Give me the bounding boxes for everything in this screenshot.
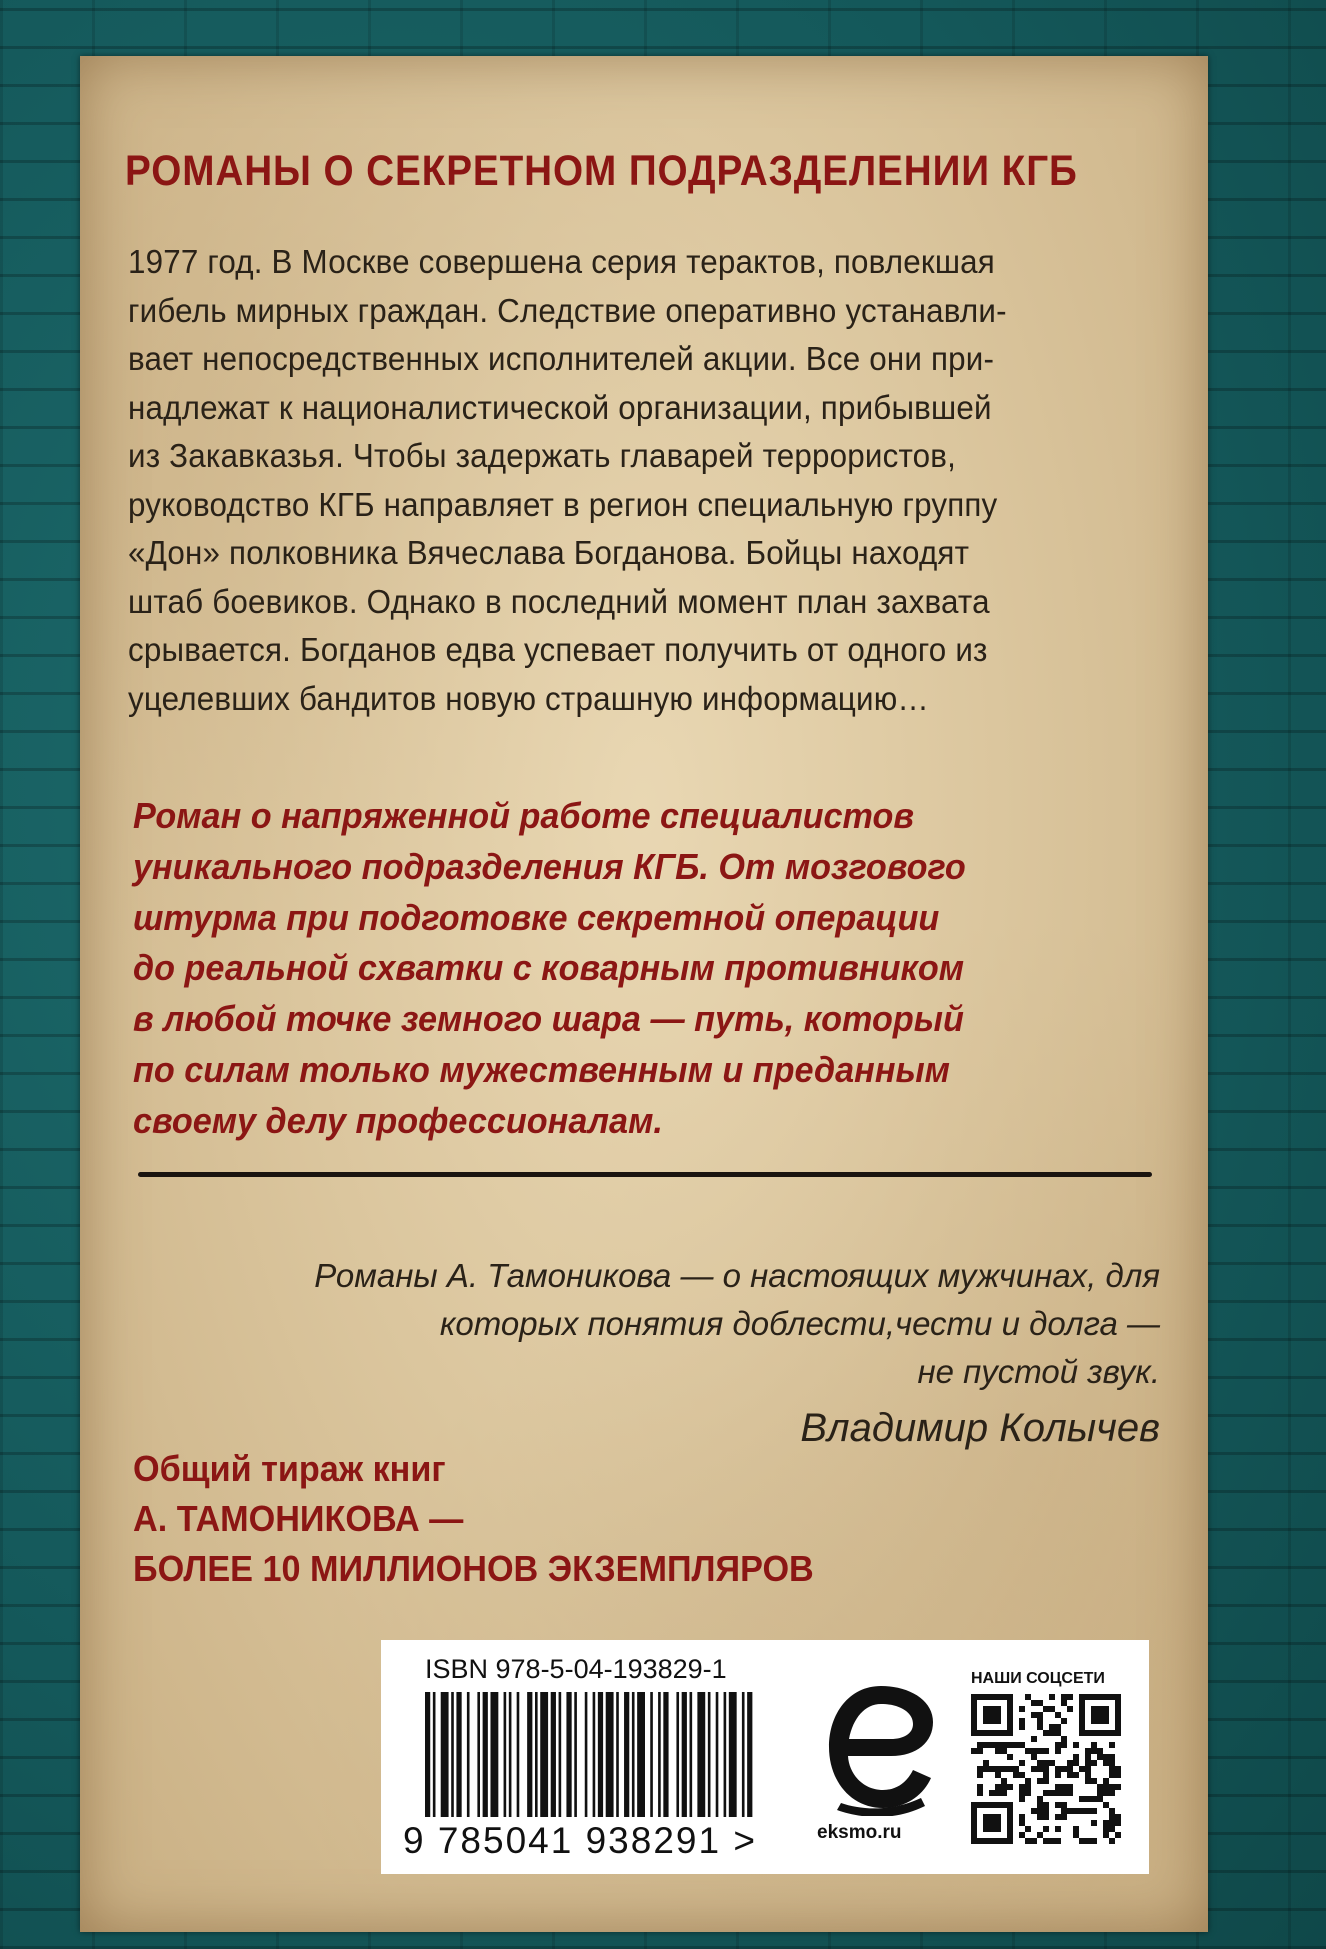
description-line: «Дон» полковника Вячеслава Богданова. Бойцы находят [128, 534, 970, 571]
description-line: срывается. Богданов едва успевает получить от одного из [128, 631, 988, 668]
quote-line: которых понятия доблести,чести и долга — [439, 1305, 1160, 1342]
blurb-line: уникального подразделения КГБ. От мозгового [133, 845, 966, 887]
circulation-line: А. ТАМОНИКОВА — [133, 1498, 464, 1539]
book-description [128, 238, 1188, 723]
qr-code-icon [971, 1694, 1121, 1844]
description-line: надлежат к националистической организации, прибывшей [128, 388, 992, 426]
circulation-line: Общий тираж книг [133, 1448, 446, 1489]
description-line: руководство КГБ направляет в регион специальную группу [128, 485, 998, 523]
isbn-number: ISBN 978-5-04-193829-1 [425, 1654, 727, 1684]
barcode-digits: 9 785041 938291 > [403, 1820, 757, 1861]
blurb-line: по силам только мужественным и преданным [133, 1048, 950, 1090]
description-line: вает непосредственных исполнителей акции. Все они при- [128, 340, 995, 377]
blurb-line: до реальной схватки с коварным противником [133, 947, 965, 989]
section-divider [138, 1172, 1152, 1177]
description-line: штаб боевиков. Однако в последний момент план захвата [128, 582, 990, 620]
description-line: 1977 год. В Москве совершена серия терактов, повлекшая [128, 243, 995, 280]
blurb-line: своему делу профессионалам. [133, 1099, 663, 1141]
blurb-line: штурма при подготовке секретной операции [133, 896, 940, 938]
quote-line: Романы А. Тамоникова — о настоящих мужчинах, для [314, 1257, 1160, 1294]
description-line: гибель мирных граждан. Следствие оперативно устанавли- [128, 291, 1007, 329]
publisher-site: eksmo.ru [817, 1822, 902, 1843]
blurb-line: в любой точке земного шара — путь, который [133, 998, 964, 1040]
circulation-note [133, 1444, 1033, 1594]
series-headline: РОМАНЫ О СЕКРЕТНОМ ПОДРАЗДЕЛЕНИИ КГБ [125, 147, 1078, 195]
author-quote [160, 1252, 1160, 1456]
isbn-info-box [381, 1640, 1149, 1874]
description-line: уцелевших бандитов новую страшную информацию… [128, 679, 929, 717]
quote-author: Владимир Колычев [800, 1406, 1160, 1450]
circulation-line: БОЛЕЕ 10 МИЛЛИОНОВ ЭКЗЕМПЛЯРОВ [133, 1548, 814, 1589]
eksmo-logo-icon [821, 1678, 941, 1816]
barcode-icon [425, 1692, 755, 1817]
blurb-line: Роман о напряженной работе специалистов [133, 795, 915, 836]
description-line: из Закавказья. Чтобы задержать главарей террористов, [128, 437, 957, 474]
quote-line: не пустой звук. [917, 1353, 1160, 1390]
qr-label: НАШИ СОЦСЕТИ [971, 1670, 1105, 1687]
promo-blurb [133, 791, 1193, 1147]
